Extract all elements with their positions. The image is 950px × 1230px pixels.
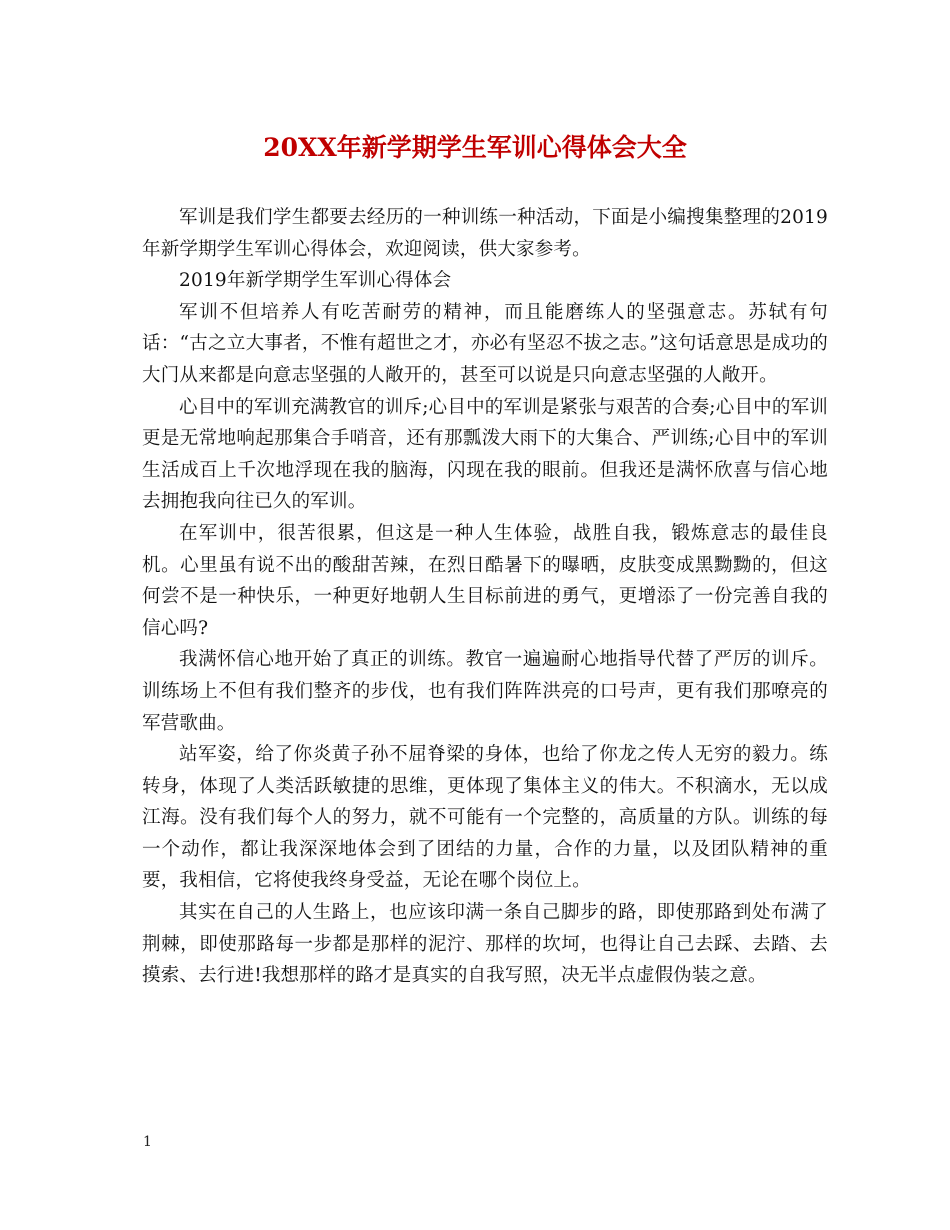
document-body: [142, 202, 828, 992]
paragraph: 其实在自己的人生路上，也应该印满一条自己脚步的路，即使那路到处布满了荆棘，即使那路每一步都是那样的泥泞、那样的坎坷，也得让自己去踩、去踏、去摸索、去行进!我想那样的路才是真实的自我写照，决无半点虚假伪装之意。: [142, 902, 828, 987]
paragraph-intro: 军训是我们学生都要去经历的一种训练一种活动，下面是小编搜集整理的2019年新学期学生军训心得体会，欢迎阅读，供大家参考。: [142, 207, 828, 260]
paragraph: 军训不但培养人有吃苦耐劳的精神，而且能磨练人的坚强意志。苏轼有句话：“古之立大事者，不惟有超世之才，亦必有坚忍不拔之志。”这句话意思是成功的大门从来都是向意志坚强的人敞开的，甚至可以说是只向意志坚强的人敞开。: [142, 301, 828, 386]
paragraph: 我满怀信心地开始了真正的训练。教官一遍遍耐心地指导代替了严厉的训斥。训练场上不但有我们整齐的步伐，也有我们阵阵洪亮的口号声，更有我们那嘹亮的军营歌曲。: [142, 649, 828, 734]
page-number: 1: [143, 1134, 152, 1150]
paragraph: 站军姿，给了你炎黄子孙不屈脊梁的身体，也给了你龙之传人无穷的毅力。练转身，体现了人类活跃敏捷的思维，更体现了集体主义的伟大。不积滴水，无以成江海。没有我们每个人的努力，就不可能有一个完整的，高质量的方队。训练的每一个动作，都让我深深地体会到了团结的力量，合作的力量，以及团队精神的重要，我相信，它将使我终身受益，无论在哪个岗位上。: [142, 744, 828, 892]
paragraph: 心目中的军训充满教官的训斥;心目中的军训是紧张与艰苦的合奏;心目中的军训更是无常地响起那集合手哨音，还有那瓢泼大雨下的大集合、严训练;心目中的军训生活成百上千次地浮现在我的脑海，闪现在我的眼前。但我还是满怀欣喜与信心地去拥抱我向往已久的军训。: [142, 396, 828, 513]
document-title: 20XX年新学期学生军训心得体会大全: [263, 133, 687, 162]
paragraph: 在军训中，很苦很累，但这是一种人生体验，战胜自我，锻炼意志的最佳良机。心里虽有说不出的酸甜苦辣，在烈日酷暑下的曝晒，皮肤变成黑黝黝的，但这何尝不是一种快乐，一种更好地朝人生目标前进的勇气，更增添了一份完善自我的信心吗?: [142, 522, 828, 639]
paragraph-subtitle: 2019年新学期学生军训心得体会: [179, 270, 452, 292]
